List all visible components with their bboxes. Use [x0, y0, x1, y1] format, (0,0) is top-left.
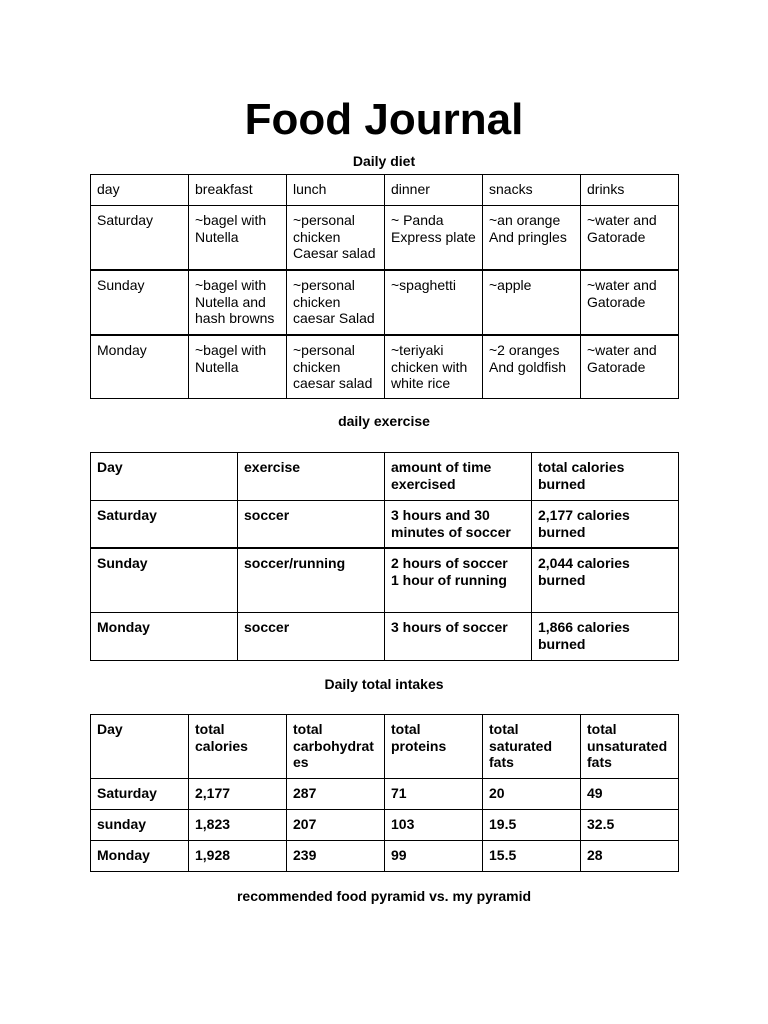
table-cell: 2,044 calories burned [532, 548, 679, 613]
table-cell: 1,928 [189, 841, 287, 872]
table-cell: 71 [385, 779, 483, 810]
header-cell: total carbohydrat es [287, 715, 385, 779]
table-cell: 103 [385, 810, 483, 841]
table-cell: soccer [238, 613, 385, 661]
page-title: Food Journal [244, 95, 524, 144]
daily-diet-caption: Daily diet [352, 153, 416, 169]
pyramid-caption: recommended food pyramid vs. my pyramid [236, 888, 532, 904]
table-cell: 1,866 calories burned [532, 613, 679, 661]
table-cell: Saturday [91, 779, 189, 810]
header-cell: Day [91, 453, 238, 501]
table-cell: soccer [238, 501, 385, 549]
table-cell: 3 hours of soccer [385, 613, 532, 661]
table-header-row [91, 715, 679, 779]
table-cell: ~an orange And pringles [483, 206, 581, 271]
table-row [91, 270, 679, 335]
table-cell: 28 [581, 841, 679, 872]
table-cell: 207 [287, 810, 385, 841]
table-cell: ~ Panda Express plate [385, 206, 483, 271]
daily-intakes-caption: Daily total intakes [324, 676, 444, 692]
table-row [91, 206, 679, 271]
table-row [91, 810, 679, 841]
table-cell: ~bagel with Nutella [189, 206, 287, 271]
table-cell: 49 [581, 779, 679, 810]
table-cell: ~2 oranges And goldfish [483, 335, 581, 399]
header-cell: Day [91, 715, 189, 779]
daily-diet-table [90, 174, 679, 399]
header-cell: total calories [189, 715, 287, 779]
table-cell: 32.5 [581, 810, 679, 841]
table-cell: 20 [483, 779, 581, 810]
table-cell: 3 hours and 30 minutes of soccer [385, 501, 532, 549]
table-cell: Monday [91, 841, 189, 872]
table-cell: Monday [91, 613, 238, 661]
table-row [91, 548, 679, 613]
table-cell: Sunday [91, 548, 238, 613]
header-cell: amount of time exercised [385, 453, 532, 501]
table-cell: ~personal chicken Caesar salad [287, 206, 385, 271]
header-cell: snacks [483, 175, 581, 206]
table-header-row [91, 453, 679, 501]
header-cell: total saturated fats [483, 715, 581, 779]
table-cell: Monday [91, 335, 189, 399]
table-cell: ~water and Gatorade [581, 270, 679, 335]
table-cell: ~water and Gatorade [581, 206, 679, 271]
table-cell: Saturday [91, 206, 189, 271]
table-cell: 287 [287, 779, 385, 810]
table-cell: 19.5 [483, 810, 581, 841]
header-cell: day [91, 175, 189, 206]
table-cell: ~spaghetti [385, 270, 483, 335]
header-cell: breakfast [189, 175, 287, 206]
table-cell: ~personal chicken caesar Salad [287, 270, 385, 335]
header-cell: lunch [287, 175, 385, 206]
table-cell: ~bagel with Nutella [189, 335, 287, 399]
table-cell: 2 hours of soccer 1 hour of running [385, 548, 532, 613]
table-cell: 239 [287, 841, 385, 872]
table-cell: ~apple [483, 270, 581, 335]
table-cell: soccer/running [238, 548, 385, 613]
table-cell: 2,177 calories burned [532, 501, 679, 549]
table-row [91, 841, 679, 872]
table-cell: 1,823 [189, 810, 287, 841]
header-cell: dinner [385, 175, 483, 206]
table-header-row [91, 175, 679, 206]
header-cell: total calories burned [532, 453, 679, 501]
table-cell: ~water and Gatorade [581, 335, 679, 399]
header-cell: drinks [581, 175, 679, 206]
table-cell: ~personal chicken caesar salad [287, 335, 385, 399]
table-row [91, 501, 679, 549]
header-cell: exercise [238, 453, 385, 501]
table-row [91, 779, 679, 810]
table-row [91, 613, 679, 661]
table-cell: Saturday [91, 501, 238, 549]
table-cell: sunday [91, 810, 189, 841]
header-cell: total proteins [385, 715, 483, 779]
table-row [91, 335, 679, 399]
daily-exercise-caption: daily exercise [338, 413, 430, 429]
header-cell: total unsaturated fats [581, 715, 679, 779]
table-cell: ~bagel with Nutella and hash browns [189, 270, 287, 335]
table-cell: ~teriyaki chicken with white rice [385, 335, 483, 399]
daily-intakes-table [90, 714, 679, 872]
daily-exercise-table [90, 452, 679, 661]
table-cell: 2,177 [189, 779, 287, 810]
table-cell: 15.5 [483, 841, 581, 872]
table-cell: Sunday [91, 270, 189, 335]
table-cell: 99 [385, 841, 483, 872]
